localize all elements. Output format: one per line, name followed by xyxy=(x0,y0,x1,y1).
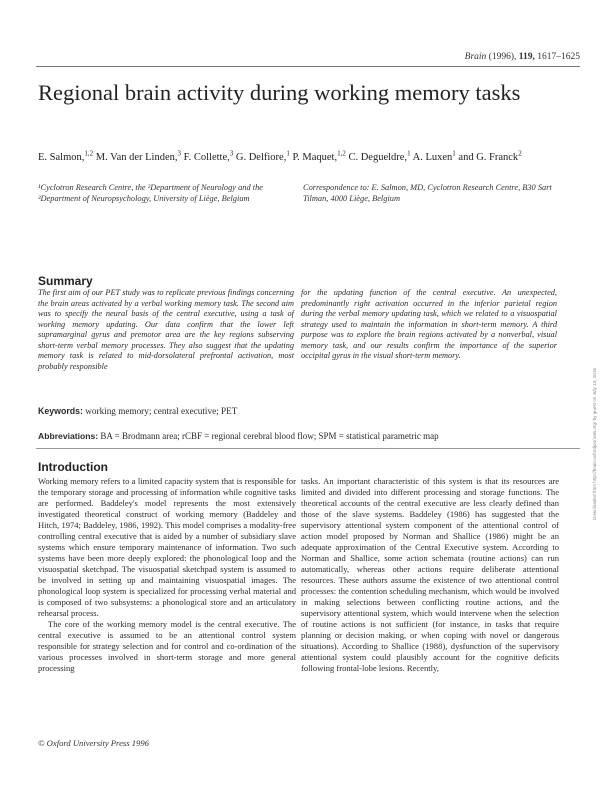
author-list xyxy=(38,147,568,164)
section-divider xyxy=(36,448,580,449)
keywords-line xyxy=(38,406,568,416)
summary-heading: Summary xyxy=(38,274,93,288)
abbreviations-text: BA = Brodmann area; rCBF = regional cerebral blood flow; SPM = statistical parametric map xyxy=(100,431,439,441)
author: and G. Franck$^2$ xyxy=(458,149,522,163)
author: A. Luxen$^1$ xyxy=(412,149,456,163)
keywords-label: Keywords: xyxy=(38,406,83,416)
download-watermark-text: Downloaded from http://brain.oxfordjournals.org/ by guest on July 13, 2016 xyxy=(592,368,597,520)
paper-title: Regional brain activity during working memory tasks xyxy=(38,80,521,105)
paragraph: tasks. An important characteristic of this system is that its resources are limited and divided into different processing and storage functions. The theoretical accounts of the central executive are less clearly defined than those of the slave systems. Baddeley (1986) has suggested that the supervisory attentional system component of the attentional control of action model proposed by Norman and Shallice (1986) might be an adequate approximation of the Central Executive system. According to Norman and Shallice, some action schemata (routine actions) can run automatically, whereas other actions require deliberate attentional resources. These authors assume the existence of two attentional control processes: the contention scheduling mechanism, which would be involved in making selections between conflicting routine actions, and the supervisory attentional system, which would intervene when the selection of routine actions is not sufficient (for instance, in tasks that require planning or decision making, or when coping with novel or dangerous situations). According to Shallice (1988), dysfunction of the supervisory attentional system could plausibly account for the cognitive deficits following frontal-lobe lesions. Recently, xyxy=(301,476,559,673)
paragraph: The core of the working memory model is the central executive. The central executive is assumed to be an attentional control system responsible for strategy selection and for control and co-ordination of the various processes involved in short-term storage and more general processing xyxy=(38,619,296,673)
summary-text-right: for the updating function of the central executive. An unexpected, predominantly right activation occurred in the inferior parietal region during the verbal memory updating task, which we related to a visuospatial strategy used to maintain the information in short-term memory. A third purpose was to explore the brain regions activated by a nonverbal, visual memory task, and our results confirm the importance of the superior occipital gyrus in the visual short-term memory. xyxy=(301,288,557,360)
journal-reference xyxy=(465,52,580,62)
author: C. Degueldre,$^1$ xyxy=(348,149,411,163)
journal-year: (1996), xyxy=(488,52,517,62)
author: E. Salmon,$^{1,2}$ xyxy=(38,149,94,163)
author: M. Van der Linden,$^3$ xyxy=(95,149,181,163)
author: F. Collette,$^3$ xyxy=(183,149,234,163)
journal-pages: 1617–1625 xyxy=(537,52,580,62)
copyright-notice: © Oxford University Press 1996 xyxy=(38,738,149,748)
summary-text-left: The first aim of our PET study was to replicate previous findings concerning the brain areas activated by a verbal working memory task. The second aim was to specify the neural basis of the central executive, using a task of working memory updating. Our data confirm that the lower left supramarginal gyrus and premotor area are the key regions subserving short-term verbal memory processes. They also suggest that the updating memory task is related to mid-dorsolateral prefrontal activation, most probably responsible xyxy=(38,288,294,371)
body-column-right xyxy=(301,476,559,674)
download-watermark xyxy=(584,315,597,520)
header-divider xyxy=(36,66,580,67)
journal-volume: 119, xyxy=(518,52,535,62)
keywords-text: working memory; central executive; PET xyxy=(85,406,238,416)
correspondence: Correspondence to: E. Salmon, MD, Cyclotron Research Centre, B30 Sart Tilman, 4000 Liège, Belgium xyxy=(303,183,552,203)
paragraph: Working memory refers to a limited capacity system that is responsible for the temporary storage and processing of information while cognitive tasks are performed. Baddeley's model represents the most extensively investigated theoretical construct of working memory (Baddeley and Hitch, 1974; Baddeley, 1986, 1992). This model comprises a modality-free controlling central executive that is aided by a number of subsidiary slave systems which ensure temporary maintenance of information. Two such systems have been more deeply explored: the phonological loop and the visuospatial sketchpad. The visuospatial sketchpad system is assumed to be involved in setting up and maintaining visuospatial images. The phonological loop system is specialized for processing verbal material and is composed of two subsystems: a phonological store and an articulatory rehearsal process. xyxy=(38,476,296,618)
introduction-heading: Introduction xyxy=(38,460,108,474)
abbreviations-label: Abbreviations: xyxy=(38,431,99,441)
abbreviations-line xyxy=(38,431,578,441)
body-column-left xyxy=(38,476,296,674)
author: G. Delfiore,$^1$ xyxy=(235,149,290,163)
affiliations: ¹Cyclotron Research Centre, the ²Department of Neurology and the ³Department of Neuropsychology, University of Liège, Belgium xyxy=(38,183,263,203)
journal-name: Brain xyxy=(464,52,487,62)
author: P. Maquet,$^{1,2}$ xyxy=(292,149,346,163)
